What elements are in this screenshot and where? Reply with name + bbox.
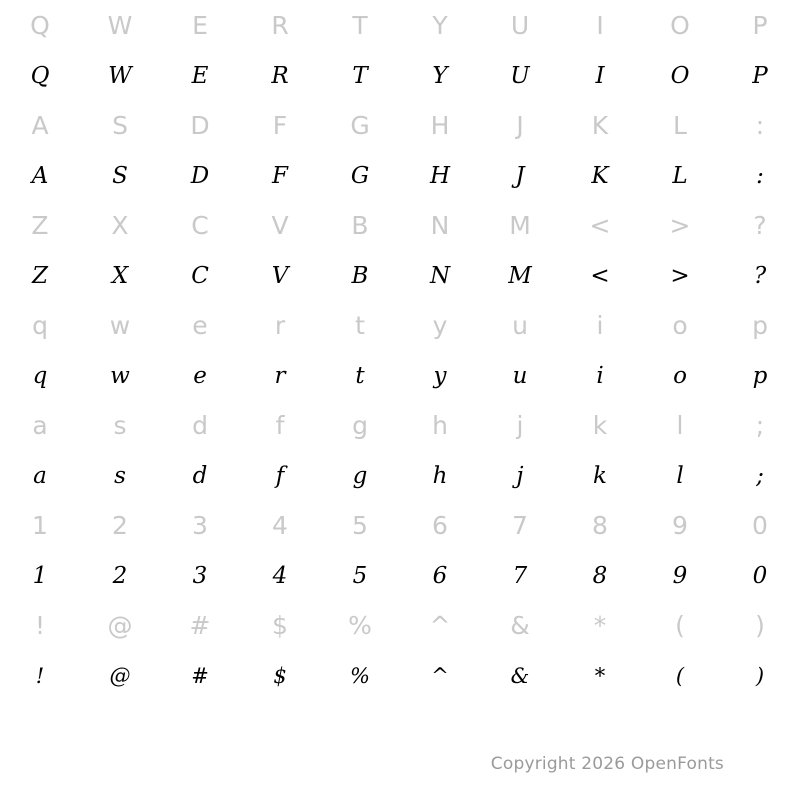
key-cell: H [430,111,450,140]
glyph-cell: D [190,163,210,189]
glyph-cell: r [274,363,286,389]
key-cell: ! [34,611,46,640]
glyph-cell: J [515,163,525,189]
key-cell: ; [755,411,765,440]
glyph-cell: u [512,363,528,389]
glyph-cell: t [355,363,365,389]
key-cell: 1 [32,511,48,540]
key-cell: ( [675,611,685,640]
key-cell: s [113,411,127,440]
glyph-cell: X [111,263,129,289]
key-row [0,402,800,450]
glyph-cell: O [670,63,690,89]
glyph-cell: # [191,664,209,688]
glyph-cell: < [590,263,610,289]
key-cell: S [112,111,128,140]
key-row [0,2,800,50]
glyph-cell: > [670,263,690,289]
glyph-cell: A [31,163,49,189]
glyph-cell: S [112,163,128,189]
key-cell: l [676,411,684,440]
key-cell: N [430,211,450,240]
key-cell: < [589,211,611,240]
glyph-cell: L [672,163,688,189]
key-cell: d [192,411,208,440]
glyph-row [0,150,800,202]
glyph-row [0,650,800,702]
glyph-cell: o [673,363,687,389]
key-cell: h [432,411,448,440]
glyph-cell: k [593,463,607,489]
glyph-cell: F [272,163,288,189]
key-cell: a [32,411,48,440]
key-cell: X [111,211,129,240]
glyph-cell: G [350,163,370,189]
glyph-cell: h [432,463,448,489]
glyph-cell: q [32,363,48,389]
glyph-cell: d [192,463,208,489]
key-cell: Z [31,211,49,240]
key-cell: 2 [112,511,128,540]
glyph-cell: M [508,263,532,289]
glyph-cell: Y [432,63,448,89]
glyph-cell: P [752,63,768,89]
glyph-cell: 6 [432,563,448,589]
key-cell: > [669,211,691,240]
glyph-cell: : [756,163,764,189]
key-cell: f [275,411,285,440]
glyph-cell: 1 [32,563,48,589]
key-cell: 9 [672,511,688,540]
key-cell: 3 [192,511,208,540]
key-cell: * [593,611,607,640]
key-cell: 7 [512,511,528,540]
glyph-cell: $ [273,664,287,688]
glyph-row [0,50,800,102]
glyph-row [0,250,800,302]
glyph-cell: C [191,263,209,289]
key-cell: u [512,311,528,340]
key-cell: M [509,211,531,240]
key-cell: E [192,11,208,40]
key-cell: w [109,311,131,340]
glyph-cell: g [352,463,368,489]
glyph-cell: ? [753,263,767,289]
key-cell: R [271,11,289,40]
key-cell: T [352,11,368,40]
key-cell: 0 [752,511,768,540]
glyph-cell: B [351,263,369,289]
glyph-cell: p [752,363,768,389]
glyph-cell: % [350,664,370,688]
key-cell: 8 [592,511,608,540]
key-cell: F [272,111,288,140]
glyph-cell: & [510,664,530,688]
key-row [0,202,800,250]
glyph-cell: V [271,263,289,289]
glyph-cell: 9 [672,563,688,589]
key-cell: O [670,11,690,40]
glyph-row [0,550,800,602]
key-cell: A [31,111,49,140]
glyph-cell: Z [32,263,48,289]
key-cell: P [752,11,768,40]
glyph-cell: Q [30,63,50,89]
key-cell: ^ [429,611,451,640]
glyph-cell: ! [35,664,45,688]
key-row [0,502,800,550]
glyph-cell: K [591,163,609,189]
key-cell: ? [753,211,767,240]
key-cell: J [516,111,524,140]
key-cell: Q [30,11,50,40]
key-cell: B [351,211,369,240]
glyph-cell: 2 [112,563,128,589]
glyph-cell: f [275,463,285,489]
key-cell: o [672,311,688,340]
glyph-cell: 0 [752,563,768,589]
glyph-cell: E [191,63,209,89]
key-cell: U [510,11,530,40]
key-cell: r [274,311,286,340]
glyph-cell: i [596,363,604,389]
key-cell: i [596,311,604,340]
key-cell: y [432,311,448,340]
glyph-cell: ^ [431,664,449,688]
glyph-cell: 5 [352,563,368,589]
key-cell: 6 [432,511,448,540]
key-cell: p [752,311,768,340]
key-cell: k [592,411,608,440]
key-cell: # [189,611,211,640]
glyph-cell: I [595,63,605,89]
glyph-cell: 4 [272,563,288,589]
glyph-cell: s [114,463,126,489]
glyph-cell: W [108,63,132,89]
glyph-cell: j [516,463,524,489]
glyph-cell: T [352,63,368,89]
key-cell: D [190,111,210,140]
key-cell: ) [755,611,765,640]
key-cell: % [348,611,372,640]
glyph-cell: e [193,363,207,389]
key-row [0,302,800,350]
glyph-cell: 8 [592,563,608,589]
glyph-row [0,350,800,402]
key-cell: G [350,111,370,140]
key-cell: j [516,411,524,440]
glyph-cell: a [33,463,47,489]
glyph-cell: H [429,163,451,189]
glyph-cell: ( [675,664,685,688]
key-cell: K [591,111,609,140]
key-cell: 4 [272,511,288,540]
glyph-cell: @ [109,664,131,688]
glyph-cell: 3 [192,563,208,589]
glyph-cell: ; [756,463,764,489]
glyph-cell: y [433,363,447,389]
glyph-cell: ) [755,664,765,688]
key-cell: $ [272,611,288,640]
key-cell: V [271,211,289,240]
glyph-cell: * [594,664,606,688]
glyph-cell: U [510,63,530,89]
key-cell: e [192,311,208,340]
glyph-cell: l [676,463,684,489]
glyph-cell: N [429,263,451,289]
key-cell: t [355,311,365,340]
key-cell: & [510,611,530,640]
key-cell: q [32,311,48,340]
key-cell: L [673,111,687,140]
key-cell: 5 [352,511,368,540]
glyph-cell: R [271,63,289,89]
key-cell: I [596,11,604,40]
key-cell: W [107,11,133,40]
glyph-cell: w [110,363,130,389]
copyright-notice: Copyright 2026 OpenFonts [490,754,724,774]
key-cell: : [755,111,765,140]
key-row [0,102,800,150]
key-cell: C [191,211,209,240]
glyph-cell: 7 [512,563,528,589]
key-cell: @ [107,611,133,640]
key-cell: Y [432,11,448,40]
glyph-row [0,450,800,502]
key-row [0,602,800,650]
key-cell: g [352,411,368,440]
